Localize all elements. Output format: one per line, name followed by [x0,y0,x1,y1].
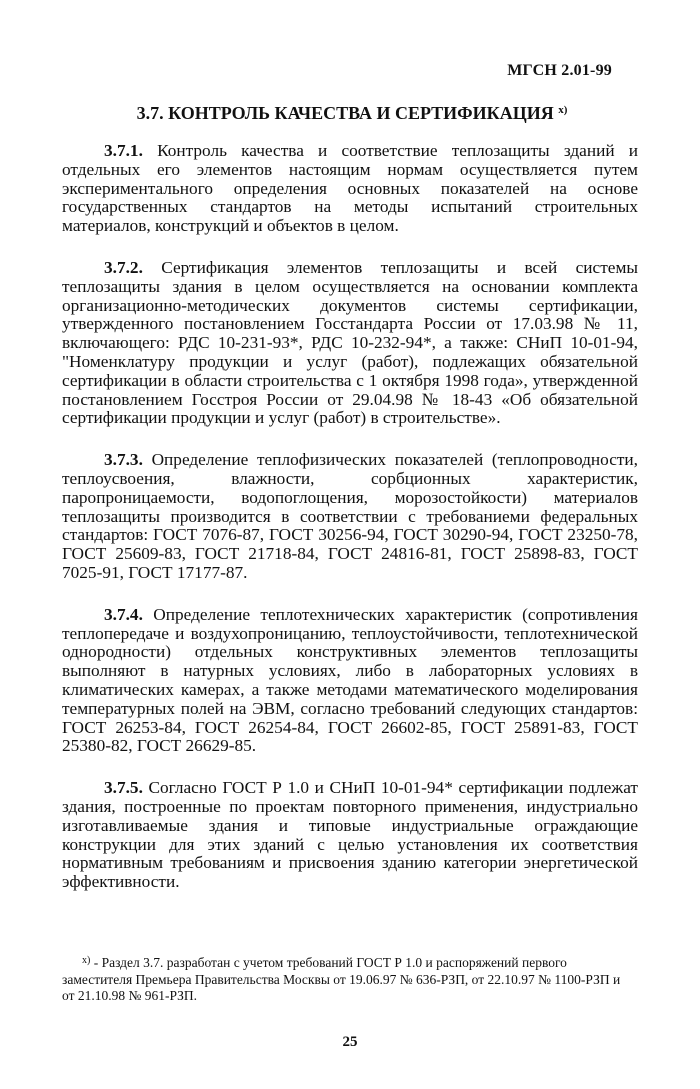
document-code: МГСН 2.01-99 [507,62,612,79]
footnote-mark: х) [82,955,91,966]
paragraph-number: 3.7.2. [104,257,143,277]
page-number: 25 [342,1034,358,1050]
document-body [62,142,638,915]
paragraph-text: Определение теплофизических показателей (теплопроводности, теплоусвоения, влажности, сорбционных характеристик, паропроницаемости, водопоглощения, морозостойкости) материалов теплозащиты производится в соответствии с требованиеми федеральных стандартов: ГОСТ 7076-87, ГОСТ 30256-94, ГОСТ 30290-94, ГОСТ 23250-78, ГОСТ 25609-83, ГОСТ 21718-84, ГОСТ 24816-81, ГОСТ 25898-83, ГОСТ 7025-91, ГОСТ 17177-87. [62,450,638,582]
paragraph-number: 3.7.1. [104,141,143,160]
paragraph-number: 3.7.4. [104,604,143,624]
paragraph-text: Контроль качества и соответствие теплозащиты зданий и отдельных его элементов настоящим нормам осуществляется путем экспериментального определения основных показателей на основе государственных стандартов на методы испытаний строительных материалов, конструкций и объектов в целом. [62,141,638,236]
footnote-text: - Раздел 3.7. разработан с учетом требований ГОСТ Р 1.0 и распоряжений первого заместителя Премьера Правительства Москвы от 19.06.97 № 636-РЗП, от 22.10.97 № 1100-РЗП и от 21.10.98 № 961-РЗП. [62,955,621,1003]
paragraph-3-7-4 [62,606,638,756]
paragraph-3-7-2 [62,259,638,428]
section-title-text: 3.7. КОНТРОЛЬ КАЧЕСТВА И СЕРТИФИКАЦИЯ [136,103,554,123]
section-title [62,103,642,124]
paragraph-text: Сертификация элементов теплозащиты и всей системы теплозащиты здания в целом осуществляется на основании комплекта организационно-методических документов системы сертификации, утвержденного постановлением Госстандарта России от 17.03.98 № 11, включающего: РДС 10-231-93*, РДС 10-232-94*, а также: СНиП 10-01-94, "Номенклатуру продукции и услуг (работ), подлежащих обязательной сертификации в области строительства с 1 октября 1998 года», утвержденной постановлением Госстроя России от 29.04.98 № 18-43 «Об обязательной сертификации продукции и услуг (работ) в строительстве». [62,257,638,428]
paragraph-text: Определение теплотехнических характеристик (сопротивления теплопередаче и воздухопроницанию, теплоустойчивости, теплотехнической однородности) отдельных конструктивных элементов теплозащиты выполняют в натурных условиях, либо в лабораторных условиях в климатических камерах, а также методами математического моделирования температурных полей на ЭВМ, согласно требований следующих стандартов: ГОСТ 26253-84, ГОСТ 26254-84, ГОСТ 26602-85, ГОСТ 25891-83, ГОСТ 25380-82, ГОСТ 26629-85. [62,604,638,756]
section-footnote-mark: х) [558,104,568,116]
paragraph-number: 3.7.5. [104,778,143,798]
paragraph-3-7-5 [62,779,638,892]
paragraph-text: Согласно ГОСТ Р 1.0 и СНиП 10-01-94* сертификации подлежат здания, построенные по проектам повторного применения, индустриально изготавливаемые здания и типовые индустриальные ограждающие конструкции для этих зданий с целью установления их соответствия нормативным требованиям и присвоения зданию категории энергетической эффективности. [62,778,638,892]
paragraph-3-7-1 [62,142,638,236]
paragraph-number: 3.7.3. [104,450,143,470]
paragraph-3-7-3 [62,451,638,583]
footnote [62,953,622,1005]
